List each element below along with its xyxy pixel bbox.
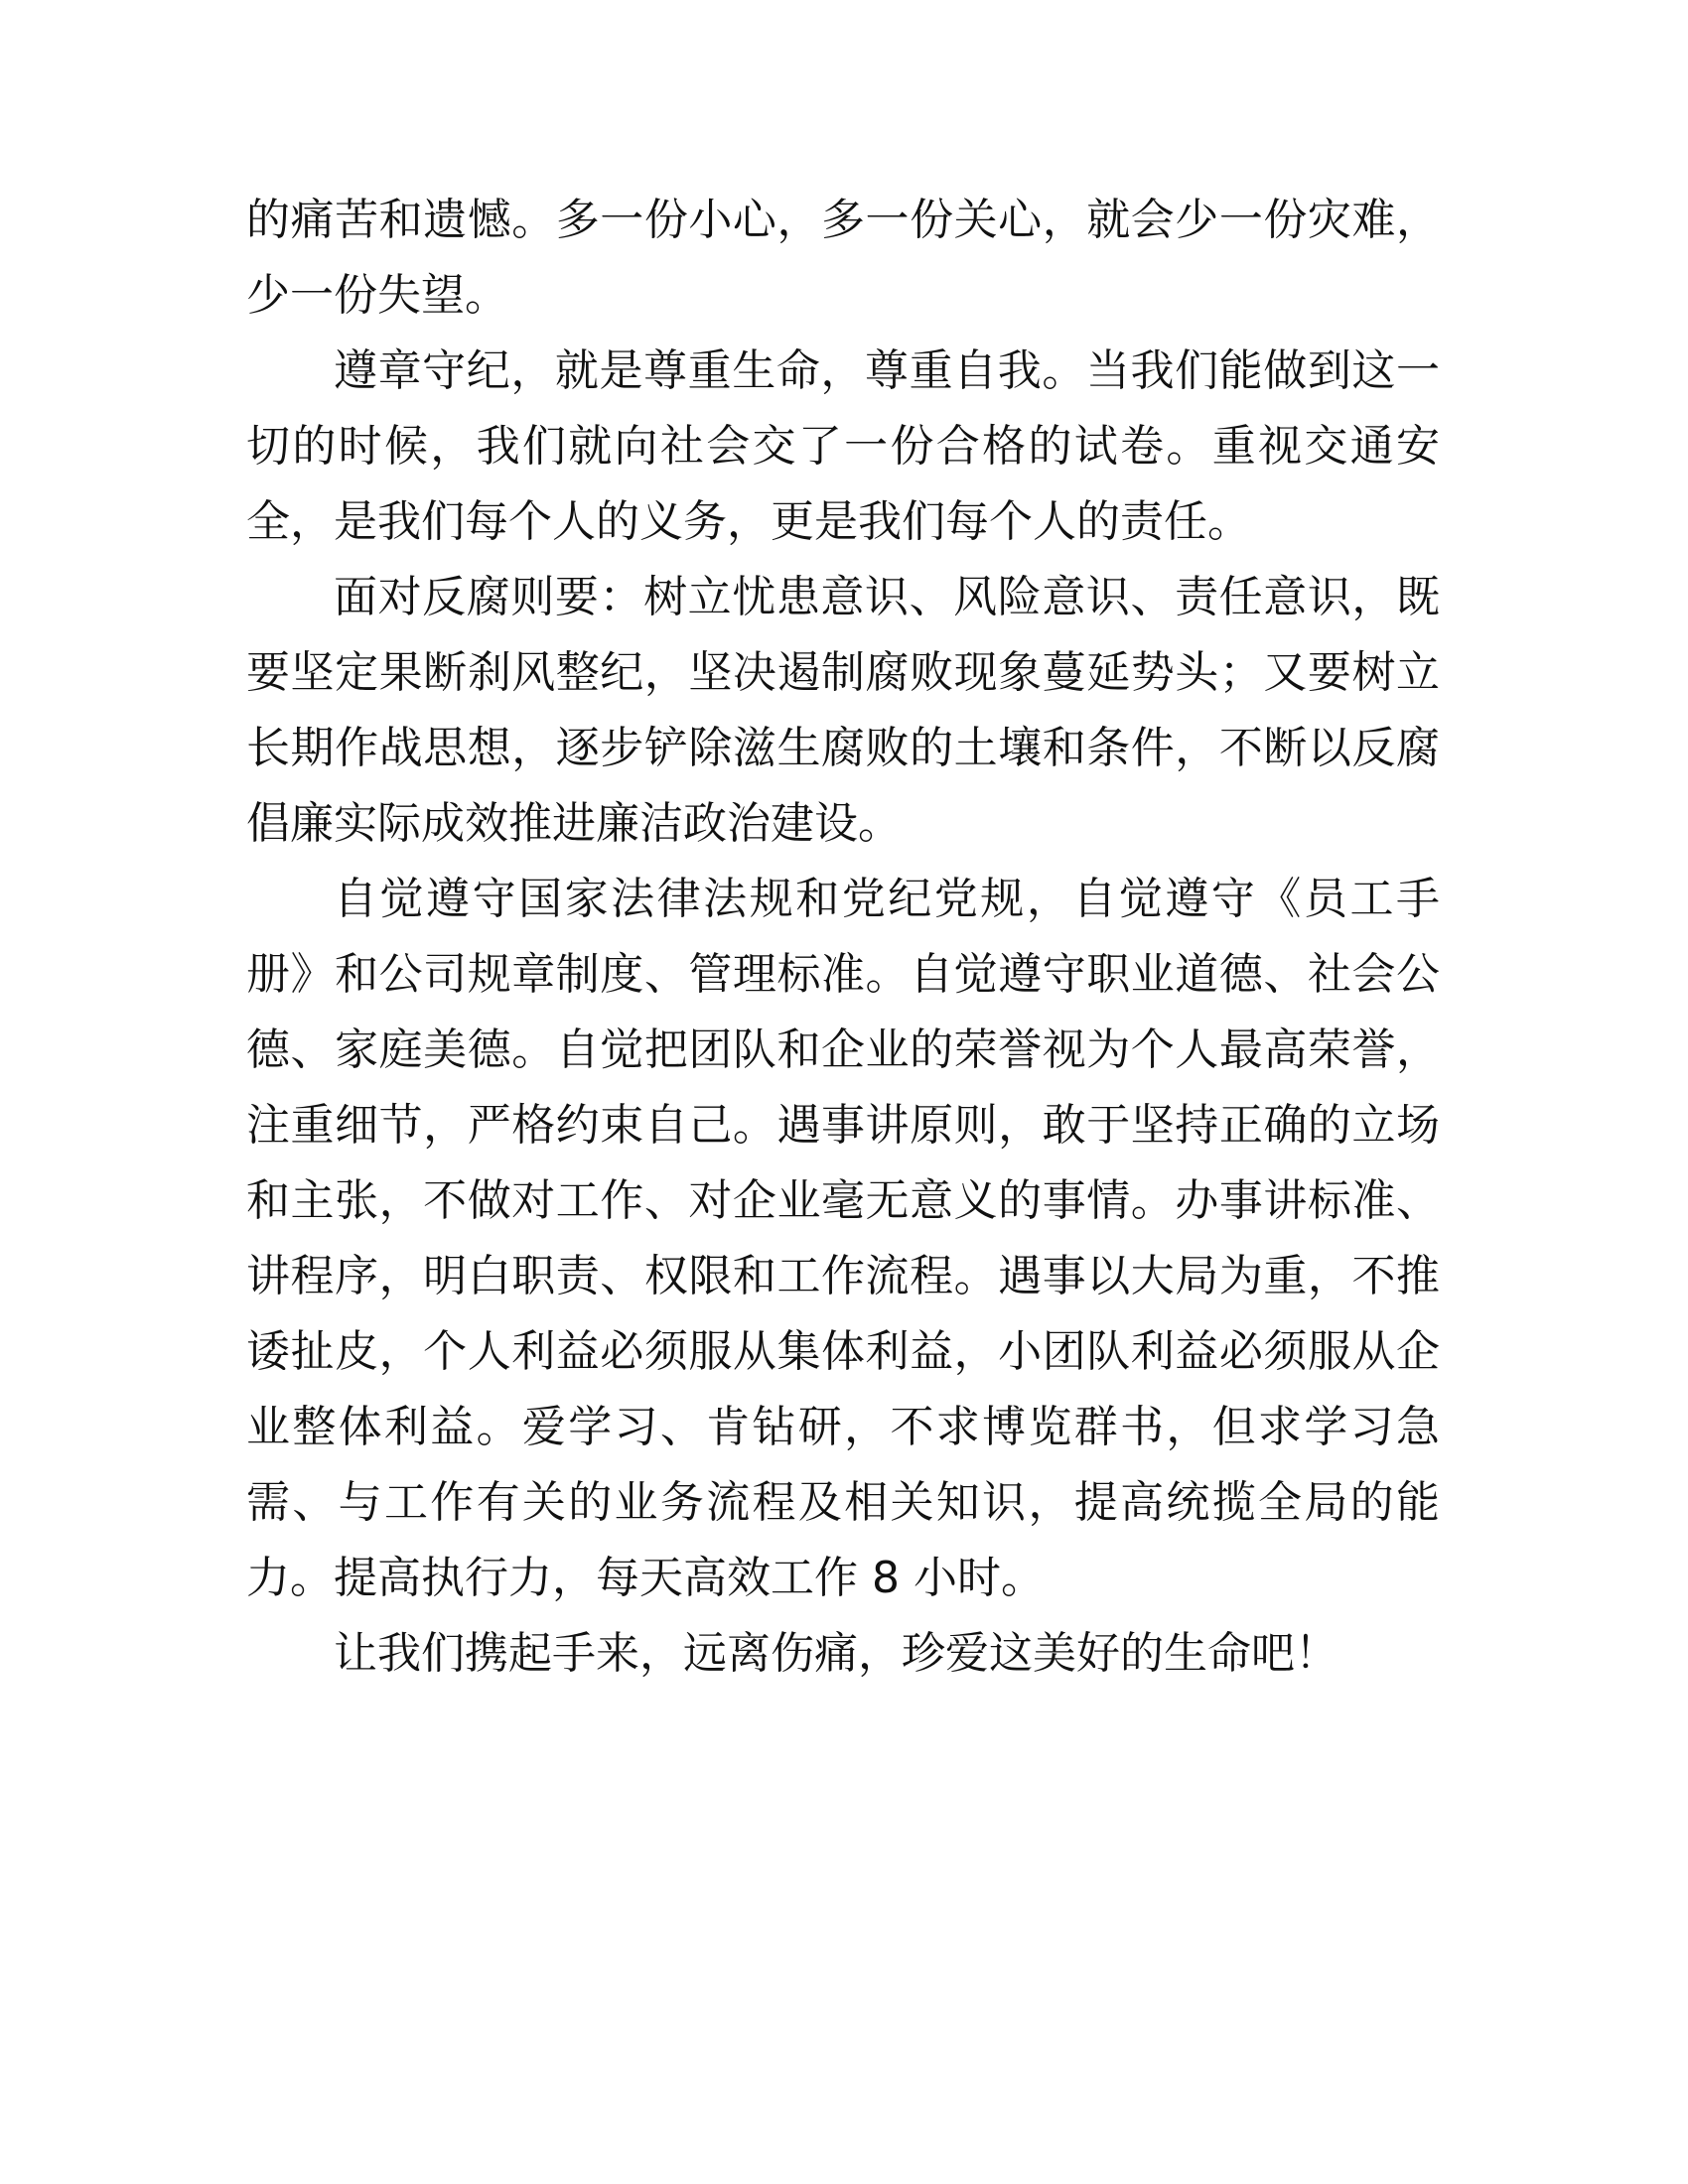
document-body [246, 183, 1440, 1692]
paragraph-traffic-safety: 遵章守纪，就是尊重生命，尊重自我。当我们能做到这一切的时候，我们就向社会交了一份合格的试卷。重视交通安全，是我们每个人的义务，更是我们每个人的责任。 [246, 345, 1440, 547]
paragraph-conduct-rules: 自觉遵守国家法律法规和党纪党规，自觉遵守《员工手册》和公司规章制度、管理标准。自觉遵守职业道德、社会公德、家庭美德。自觉把团队和企业的荣誉视为个人最高荣誉，注重细节，严格约束自己。遇事讲原则，敢于坚持正确的立场和主张，不做对工作、对企业毫无意义的事情。办事讲标准、讲程序，明白职责、权限和工作流程。遇事以大局为重，不推诿扯皮，个人利益必须服从集体利益，小团队利益必须服从企业整体利益。爱学习、肯钻研，不求博览群书，但求学习急需、与工作有关的业务流程及相关知识，提高统揽全局的能力。提高执行力，每天高效工作 8 小时。 [246, 874, 1440, 1603]
paragraph-closing: 让我们携起手来，远离伤痛，珍爱这美好的生命吧！ [334, 1628, 1338, 1679]
paragraph-anti-corruption: 面对反腐则要：树立忧患意识、风险意识、责任意识，既要坚定果断刹风整纪，坚决遏制腐败现象蔓延势头；又要树立长期作战思想，逐步铲除滋生腐败的土壤和条件，不断以反腐倡廉实际成效推进廉洁政治建设。 [246, 572, 1440, 849]
paragraph-continuation: 的痛苦和遗憾。多一份小心，多一份关心，就会少一份灾难，少一份失望。 [246, 195, 1440, 321]
